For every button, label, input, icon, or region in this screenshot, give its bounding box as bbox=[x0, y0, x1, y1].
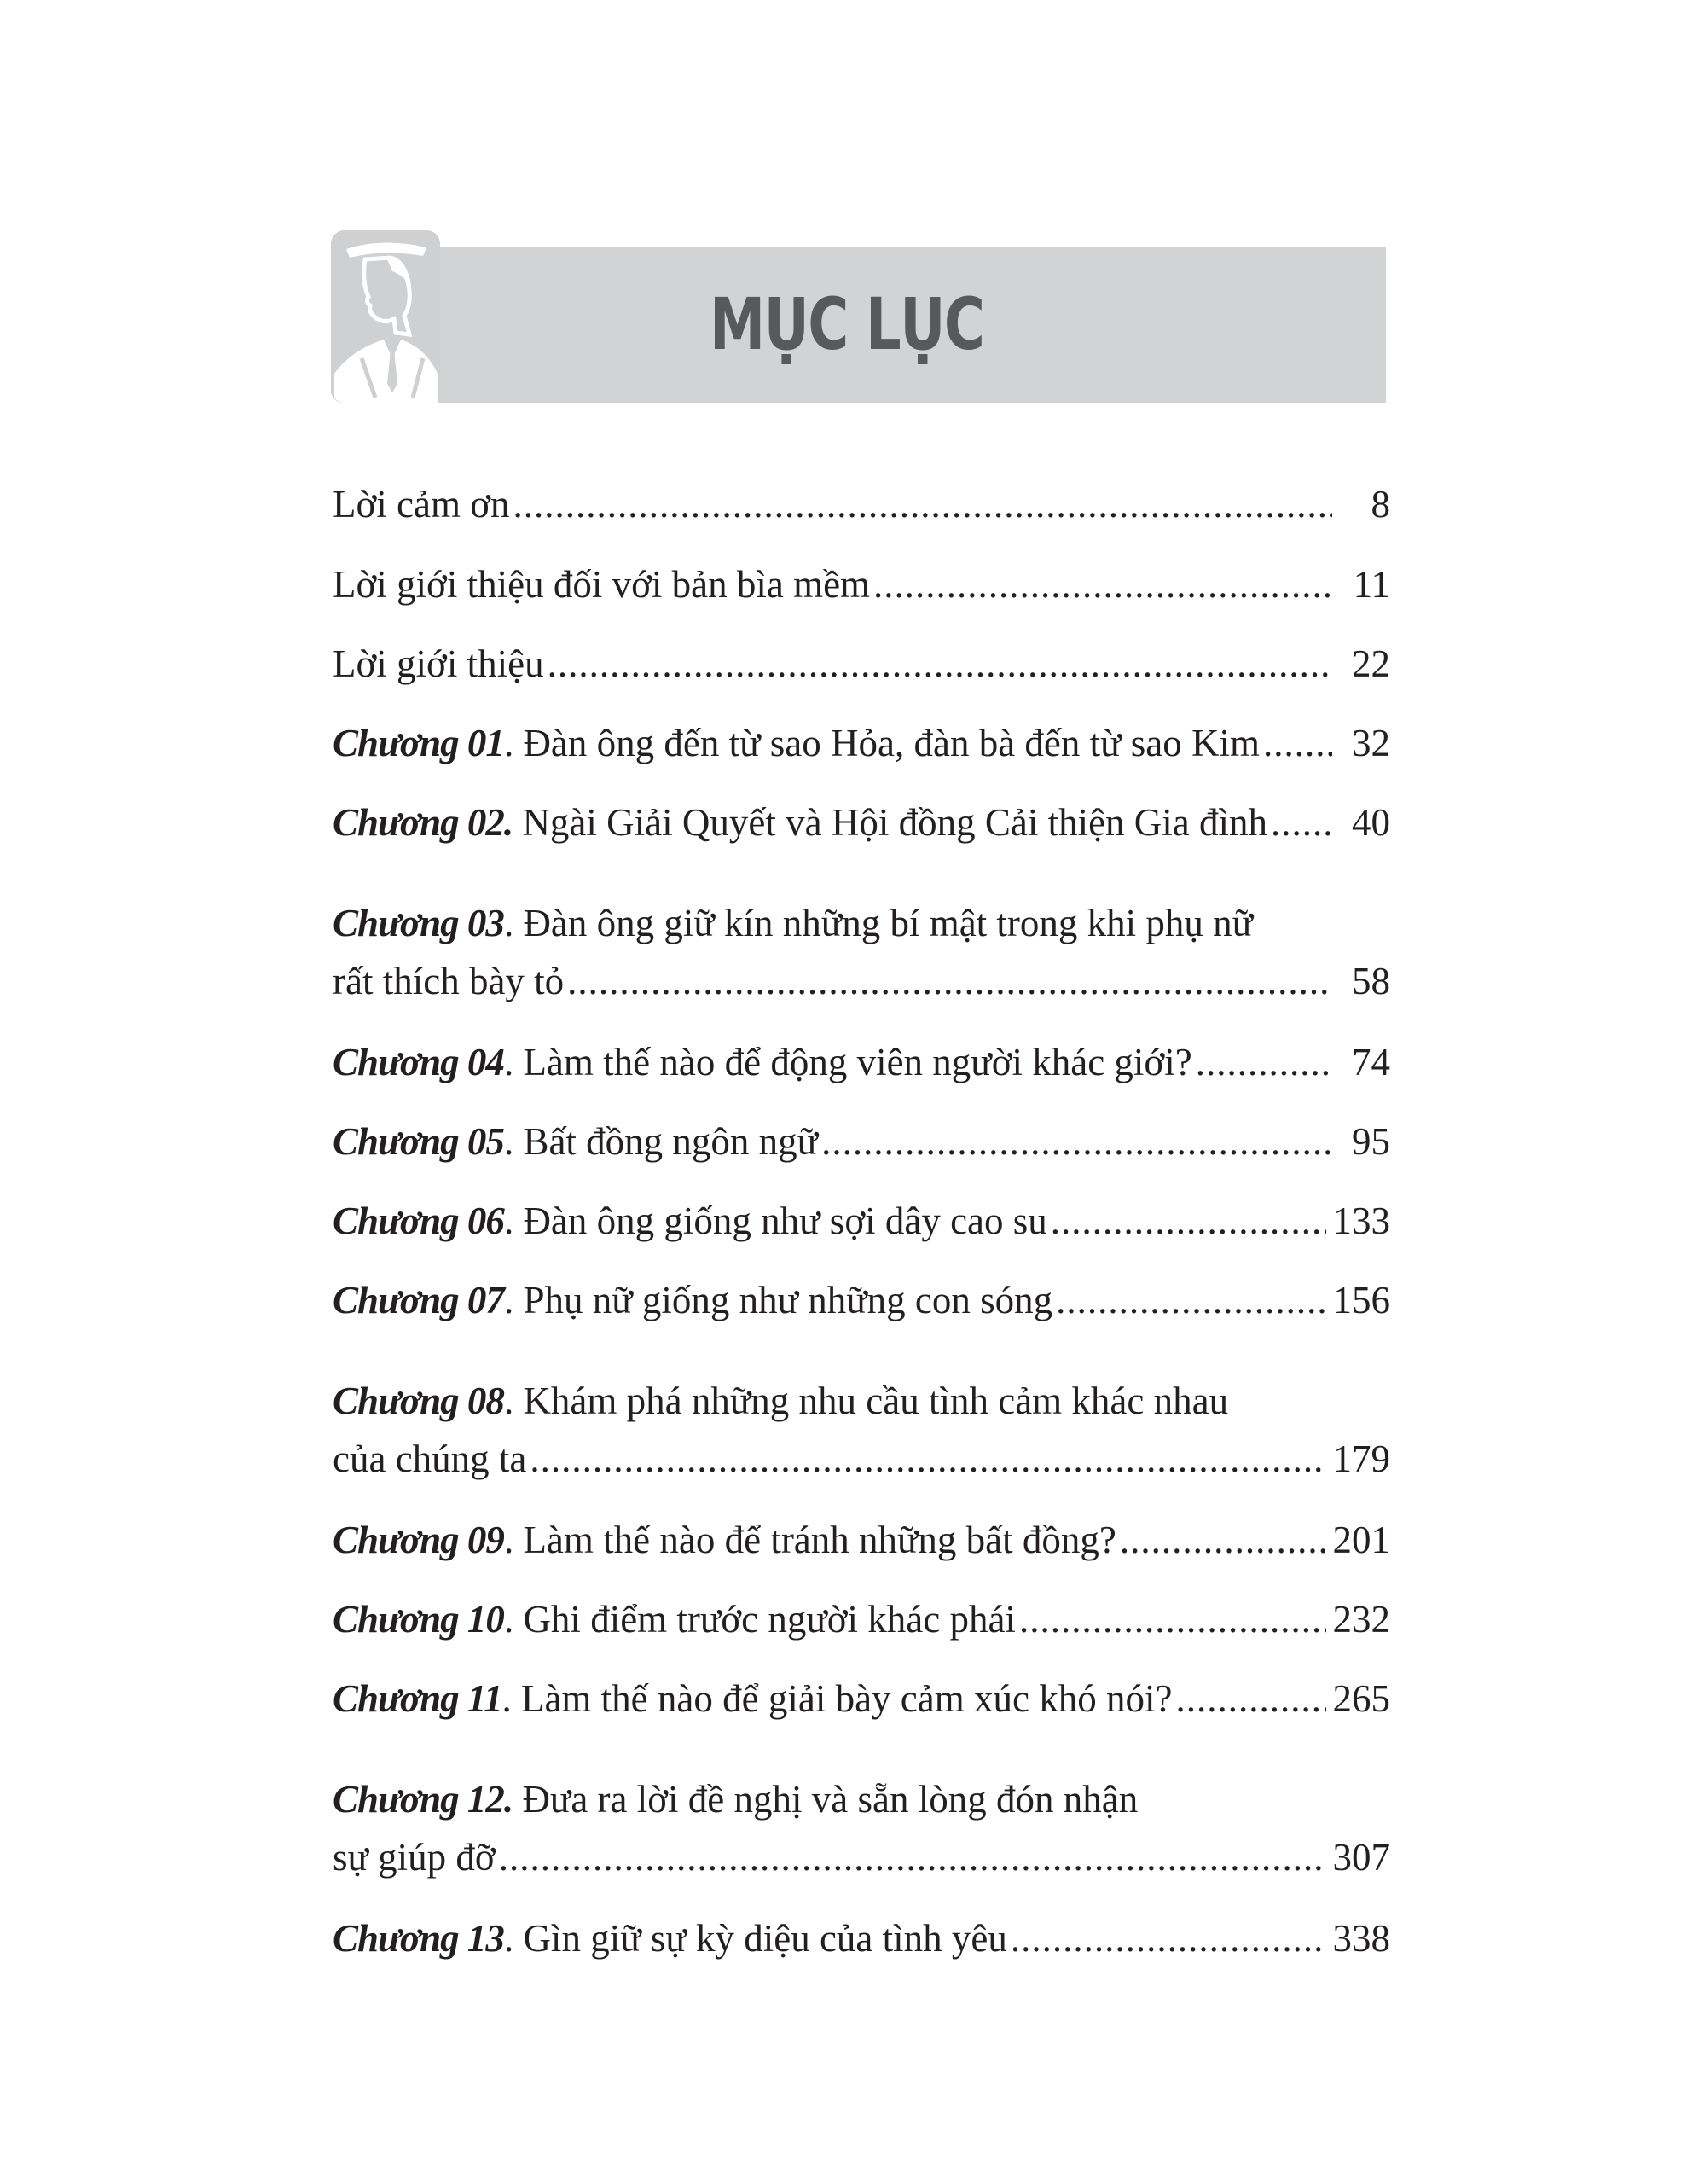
toc-title-text: . Làm thế nào để động viên người khác giới? bbox=[503, 1041, 1192, 1083]
toc-title-text: . Đàn ông đến từ sao Hỏa, đàn bà đến từ sao Kim bbox=[503, 722, 1261, 764]
toc-title-text: . Làm thế nào để giải bày cảm xúc khó nói? bbox=[501, 1677, 1173, 1720]
toc-leader-dots bbox=[1263, 723, 1332, 763]
toc-entry[interactable] bbox=[333, 723, 1390, 763]
toc-entry-title bbox=[333, 1919, 1007, 1958]
toc-entry-title bbox=[333, 565, 870, 604]
toc-title-text: Lời giới thiệu bbox=[333, 642, 544, 685]
toc-title-text: Đưa ra lời đề nghị và sẵn lòng đón nhận bbox=[513, 1778, 1139, 1821]
toc-entry[interactable] bbox=[333, 1122, 1390, 1161]
toc-leader-dots bbox=[873, 565, 1332, 604]
toc-entry[interactable] bbox=[333, 803, 1390, 842]
toc-page-number: 201 bbox=[1332, 1519, 1390, 1561]
toc-chapter-label: Chương 04 bbox=[333, 1041, 504, 1083]
toc-page-number: 133 bbox=[1332, 1199, 1390, 1242]
toc-title-text: . Đàn ông giống như sợi dây cao su bbox=[503, 1199, 1047, 1242]
toc-chapter-label: Chương 02. bbox=[333, 801, 513, 844]
toc-page-number: 265 bbox=[1332, 1677, 1390, 1720]
man-portrait-icon bbox=[331, 230, 440, 403]
toc-entry-title bbox=[333, 1281, 1052, 1320]
toc-chapter-label: Chương 11 bbox=[333, 1677, 502, 1720]
toc-leader-dots bbox=[499, 1838, 1326, 1877]
toc-entry-title bbox=[333, 1520, 1116, 1560]
toc-page-number: 179 bbox=[1332, 1438, 1390, 1480]
toc-leader-dots bbox=[1056, 1281, 1325, 1320]
toc-entry[interactable] bbox=[333, 644, 1390, 683]
toc-entry[interactable] bbox=[333, 485, 1390, 524]
toc-page-number: 40 bbox=[1352, 801, 1390, 844]
toc-leader-dots bbox=[1271, 803, 1332, 842]
toc-entry-title bbox=[333, 723, 1260, 763]
toc-entry-title bbox=[333, 1122, 818, 1161]
toc-chapter-label: Chương 05 bbox=[333, 1120, 504, 1163]
toc-entry-title bbox=[333, 1600, 1016, 1639]
toc-entry-title bbox=[333, 644, 544, 683]
toc-chapter-label: Chương 03 bbox=[333, 902, 504, 944]
toc-title-text: Lời giới thiệu đối với bản bìa mềm bbox=[333, 563, 871, 606]
toc-title-continuation: rất thích bày tỏ bbox=[333, 960, 565, 1002]
toc-title-text: . Gìn giữ sự kỳ diệu của tình yêu bbox=[503, 1917, 1007, 1960]
toc-leader-dots bbox=[1120, 1520, 1326, 1560]
toc-chapter-label: Chương 07 bbox=[333, 1279, 504, 1321]
toc-entry[interactable] bbox=[333, 1281, 1390, 1320]
toc-title-text: . Làm thế nào để tránh những bất đồng? bbox=[503, 1519, 1116, 1561]
toc-entry[interactable] bbox=[333, 1600, 1390, 1639]
toc-page-number: 32 bbox=[1352, 722, 1390, 764]
toc-page-number: 338 bbox=[1332, 1917, 1390, 1960]
toc-title-continuation: sự giúp đỡ bbox=[333, 1836, 496, 1879]
toc-page-number: 95 bbox=[1352, 1120, 1390, 1163]
toc-page-number: 58 bbox=[1352, 960, 1390, 1002]
toc-entry-title bbox=[333, 485, 510, 524]
toc-leader-dots bbox=[548, 644, 1332, 683]
toc-entry[interactable] bbox=[333, 1778, 1390, 1879]
page-title: MỤC LỤC bbox=[710, 282, 984, 366]
toc-entry[interactable] bbox=[333, 1043, 1390, 1082]
toc-page-number: 22 bbox=[1352, 642, 1390, 685]
toc-chapter-label: Chương 12. bbox=[333, 1778, 513, 1821]
toc-page-number: 11 bbox=[1353, 563, 1390, 606]
toc-leader-dots bbox=[513, 485, 1332, 524]
toc-title-continuation: của chúng ta bbox=[333, 1438, 527, 1480]
toc-leader-dots bbox=[567, 961, 1332, 1001]
toc-entry-title bbox=[333, 803, 1267, 842]
toc-entry[interactable] bbox=[333, 1679, 1390, 1718]
toc-entry[interactable] bbox=[333, 1201, 1390, 1240]
toc-page-number: 232 bbox=[1332, 1598, 1390, 1641]
toc-title-text: Lời cảm ơn bbox=[333, 483, 510, 526]
toc-chapter-label: Chương 08 bbox=[333, 1380, 504, 1422]
toc-entry-title bbox=[333, 1201, 1047, 1240]
toc-chapter-label: Chương 10 bbox=[333, 1598, 504, 1641]
toc-title-text: Ngài Giải Quyết và Hội đồng Cải thiện Gia đình bbox=[513, 801, 1268, 844]
toc-title-text: . Ghi điểm trước người khác phái bbox=[503, 1598, 1016, 1641]
toc-leader-dots bbox=[1051, 1201, 1326, 1240]
toc-entry[interactable] bbox=[333, 902, 1390, 1002]
toc-chapter-label: Chương 13 bbox=[333, 1917, 504, 1960]
toc-page-number: 307 bbox=[1332, 1836, 1390, 1879]
toc-page-number: 8 bbox=[1371, 483, 1390, 526]
toc-entry-title bbox=[333, 1381, 1228, 1420]
toc-leader-dots bbox=[1011, 1919, 1326, 1958]
toc-leader-dots bbox=[1175, 1679, 1325, 1718]
toc-leader-dots bbox=[1196, 1043, 1332, 1082]
toc-leader-dots bbox=[1019, 1600, 1326, 1639]
toc-title-text: . Phụ nữ giống như những con sóng bbox=[503, 1279, 1053, 1321]
toc-chapter-label: Chương 09 bbox=[333, 1519, 504, 1561]
toc-leader-dots bbox=[530, 1439, 1325, 1478]
toc-title-text: . Đàn ông giữ kín những bí mật trong khi phụ nữ bbox=[503, 902, 1254, 944]
toc-chapter-label: Chương 06 bbox=[333, 1199, 504, 1242]
toc-entry-title bbox=[333, 1780, 1138, 1819]
toc-chapter-label: Chương 01 bbox=[333, 722, 504, 764]
toc-entry-title bbox=[333, 1679, 1172, 1718]
toc-page-number: 74 bbox=[1352, 1041, 1390, 1083]
toc-page-number: 156 bbox=[1332, 1279, 1390, 1321]
toc-title-text: . Khám phá những nhu cầu tình cảm khác nhau bbox=[503, 1380, 1229, 1422]
toc-entry-title bbox=[333, 903, 1253, 943]
toc-title-text: . Bất đồng ngôn ngữ bbox=[503, 1120, 819, 1163]
toc-entry[interactable] bbox=[333, 565, 1390, 604]
toc-entry[interactable] bbox=[333, 1919, 1390, 1958]
toc-leader-dots bbox=[821, 1122, 1332, 1161]
toc-entry[interactable] bbox=[333, 1380, 1390, 1480]
toc-entry[interactable] bbox=[333, 1520, 1390, 1560]
toc-entry-title bbox=[333, 1043, 1192, 1082]
